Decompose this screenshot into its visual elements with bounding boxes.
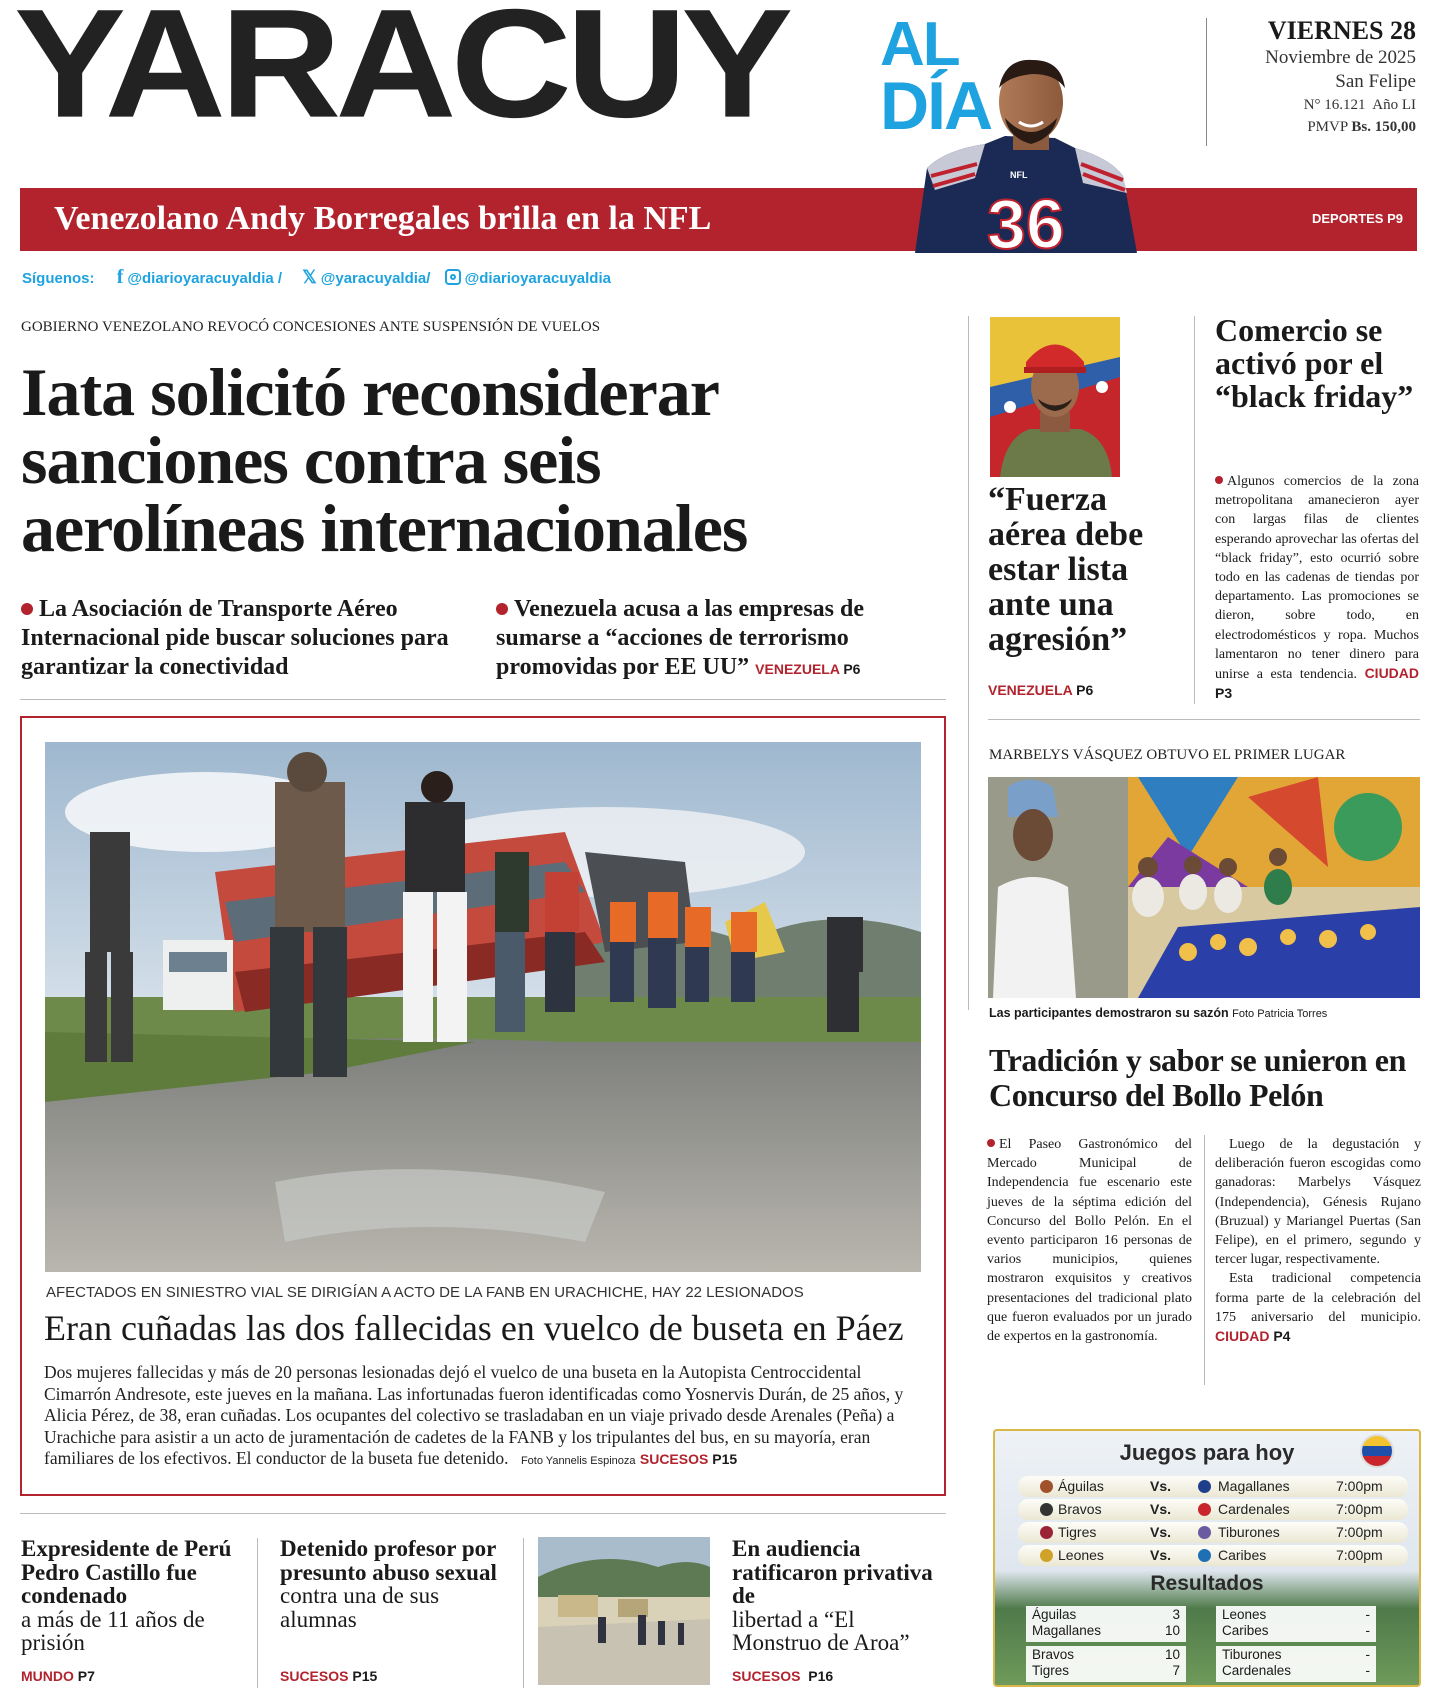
- team-logo-icon: [1040, 1503, 1053, 1516]
- bollo-headline[interactable]: Tradición y sabor se unieron en Concurso del Bollo Pelón: [989, 1042, 1406, 1113]
- lead-kicker: GOBIERNO VENEZOLANO REVOCÓ CONCESIONES ANTE SUSPENSIÓN DE VUELOS: [21, 319, 601, 335]
- issue-day: VIERNES 28: [1267, 16, 1416, 45]
- bullet-icon: [21, 603, 33, 615]
- bollo-photo: [988, 777, 1420, 998]
- facebook-icon: f: [116, 266, 124, 288]
- masthead-al: AL: [880, 10, 959, 79]
- masthead: [0, 0, 1440, 180]
- banner-section: DEPORTES P9: [1311, 211, 1403, 226]
- result-card: Tiburones - Cardenales -: [1216, 1646, 1376, 1682]
- result-card: Bravos 10 Tigres 7: [1026, 1646, 1186, 1682]
- game-row[interactable]: Bravos Vs. Cardenales 7:00pm: [1018, 1499, 1408, 1520]
- jersey-mark: NFL: [1010, 170, 1028, 180]
- lead-section[interactable]: VENEZUELA P6: [755, 661, 861, 677]
- maduro-section[interactable]: VENEZUELA P6: [988, 682, 1094, 698]
- castillo-head: Expresidente de Perú Pedro Castillo fue condenado: [21, 1536, 232, 1608]
- team-logo-icon: [1198, 1526, 1211, 1539]
- instagram-handle[interactable]: @diarioyaracuyaldia: [464, 270, 611, 287]
- price-label: PMVP: [1307, 119, 1348, 135]
- player-photo: [905, 58, 1145, 253]
- accident-photo-credit: Foto Yannelis Espinoza: [520, 1455, 636, 1467]
- instagram-icon: [445, 269, 461, 285]
- accident-section[interactable]: SUCESOS P15: [639, 1451, 738, 1467]
- x-handle[interactable]: @yaracuyaldia/: [320, 270, 431, 287]
- game-row[interactable]: Tigres Vs. Tiburones 7:00pm: [1018, 1522, 1408, 1543]
- masthead-logo: YARACUY: [14, 0, 788, 150]
- castillo-story[interactable]: [21, 1537, 251, 1655]
- game-row[interactable]: Leones Vs. Caribes 7:00pm: [1018, 1545, 1408, 1566]
- bollo-body-col1: El Paseo Gastronómico del Mercado Municipal de Independencia fue escenario este jueves de la séptima edición del Concurso del Bollo Pelón. En el evento participaron 16 personas de varios municipios, quienes mostraron exquisitos y creativos presentaciones del tradicional plato que fueron evaluados por un jurado de expertos en la gastronomía.: [987, 1137, 1192, 1345]
- lead-headline-line2: sanciones contra seis: [21, 422, 601, 498]
- bollo-body-col2: Luego de la degustación y deliberación fueron escogidas como ganadoras: Marbelys Vásquez (Independencia), Génesis Rujano (Bruzual) y Mariangel Puertas (San Felipe), en el primero, segundo y tercer lugar, respectivamente. Esta tradicional competencia forma parte de la celebración del 175 aniversario del municipio. CIUDAD P4: [1215, 1137, 1421, 1345]
- maduro-photo: [990, 317, 1120, 477]
- lead-bullet-1: La Asociación de Transporte Aéreo Internacional pide buscar soluciones para garantizar la conectividad: [21, 596, 449, 680]
- team-logo-icon: [1040, 1526, 1053, 1539]
- aroa-section[interactable]: SUCESOS P16: [732, 1668, 834, 1684]
- bollo-kicker: MARBELYS VÁSQUEZ OBTUVO EL PRIMER LUGAR: [989, 747, 1346, 763]
- issue-city: San Felipe: [1335, 71, 1416, 92]
- issue-number: N° 16.121: [1303, 97, 1366, 113]
- price: Bs. 150,00: [1351, 119, 1416, 135]
- castillo-deck: a más de 11 años de prisión: [21, 1606, 205, 1655]
- blackfriday-headline[interactable]: Comercio se activó por el “black friday”: [1215, 312, 1414, 414]
- team-logo-icon: [1040, 1549, 1053, 1562]
- jersey-number: 36: [987, 185, 1065, 253]
- aroa-story[interactable]: [732, 1537, 937, 1655]
- bullet-icon: [1215, 476, 1223, 484]
- banner-headline: Venezolano Andy Borregales brilla en la NFL: [54, 200, 712, 237]
- accident-headline[interactable]: Eran cuñadas las dos fallecidas en vuelco de buseta en Páez: [44, 1308, 904, 1348]
- blackfriday-section[interactable]: CIUDAD P3: [1215, 665, 1420, 702]
- masthead-dia: DÍA: [880, 68, 992, 144]
- maduro-quote[interactable]: “Fuerza aérea debe estar lista ante una agresión”: [988, 481, 1144, 658]
- bullet-icon: [496, 603, 508, 615]
- bollo-caption: Las participantes demostraron su sazón Foto Patricia Torres: [989, 1006, 1328, 1020]
- accident-kicker: AFECTADOS EN SINIESTRO VIAL SE DIRIGÍAN A ACTO DE LA FANB EN URACHICHE, HAY 22 LESIONADOS: [46, 1284, 804, 1301]
- lead-headline-line3: aerolíneas internacionales: [21, 490, 748, 566]
- aroa-head: En audiencia ratificaron privativa de: [732, 1536, 933, 1608]
- facebook-handle[interactable]: @diarioyaracuyaldia /: [127, 270, 283, 287]
- lead-bullet-2: Venezuela acusa a las empresas de sumarse a “acciones de terrorismo promovidas por EE UU” VENEZUELA P6: [496, 596, 864, 680]
- profesor-deck: contra una de sus alumnas: [280, 1583, 440, 1632]
- result-card: Leones - Caribes -: [1216, 1606, 1376, 1642]
- issue-info: [1216, 16, 1416, 138]
- issue-date: Noviembre de 2025: [1265, 47, 1416, 68]
- team-logo-icon: [1198, 1549, 1211, 1562]
- lead-headline-line1: Iata solicitó reconsiderar: [21, 354, 719, 430]
- accident-body: Dos mujeres fallecidas y más de 20 personas lesionadas dejó el vuelco de una buseta en la Autopista Centroccidental Cimarrón Andresote, este jueves en la mañana. Las infortunadas fueron identificadas como Yosnervis Durán, de 25 años, y Alicia Pérez, de 38, eran cuñadas. Los ocupantes del colectivo se trasladaban en un viaje privado desde Arenales (Peña) a Urachiche para asistir a un acto de juramentación de cadetes de la FANB y los tripulantes del bus, en su mayoría, eran familiares de los efectivos. El conductor de la buseta fue detenido. Foto Yannelis Espinoza SUCESOS P15: [44, 1362, 904, 1468]
- aroa-deck: libertad a “El Monstruo de Aroa”: [732, 1606, 910, 1655]
- x-icon: 𝕏: [302, 267, 317, 287]
- team-logo-icon: [1040, 1480, 1053, 1493]
- nfl-banner[interactable]: [20, 188, 1417, 251]
- games-title: Juegos para hoy: [1119, 1440, 1295, 1465]
- result-card: Águilas 3 Magallanes 10: [1026, 1606, 1186, 1642]
- venezuela-flag-icon: [1360, 1434, 1394, 1468]
- lead-headline[interactable]: [21, 354, 941, 566]
- social-label: Síguenos:: [22, 270, 95, 287]
- bollo-section[interactable]: CIUDAD P4: [1215, 1328, 1291, 1345]
- team-logo-icon: [1198, 1503, 1211, 1516]
- bollo-photo-credit: Foto Patricia Torres: [1232, 1008, 1328, 1020]
- bullet-icon: [987, 1139, 995, 1147]
- profesor-story[interactable]: [280, 1537, 510, 1631]
- profesor-section[interactable]: SUCESOS P15: [280, 1668, 378, 1684]
- blackfriday-body: Algunos comercios de la zona metropolitana amanecieron ayer con largas filas de clientes esperando aprovechar las ofertas del “black friday”, esto ocurrió sobre todo en las cadenas de tiendas por departamento. Las promociones se dieron, sobre todo, en electrodomésticos y ropa. Muchos lamentaron no tener dinero para unirse a esta tendencia. CIUDAD P3: [1215, 474, 1420, 702]
- game-row[interactable]: Águilas Vs. Magallanes 7:00pm: [1018, 1476, 1408, 1497]
- castillo-section[interactable]: MUNDO P7: [21, 1668, 95, 1684]
- results-title: Resultados: [1150, 1572, 1264, 1595]
- aroa-photo: [538, 1537, 710, 1685]
- team-logo-icon: [1198, 1480, 1211, 1493]
- issue-year: Año LI: [1372, 97, 1416, 113]
- social-bar: [22, 266, 611, 286]
- profesor-head: Detenido profesor por presunto abuso sexual: [280, 1536, 497, 1585]
- accident-photo: [45, 742, 921, 1272]
